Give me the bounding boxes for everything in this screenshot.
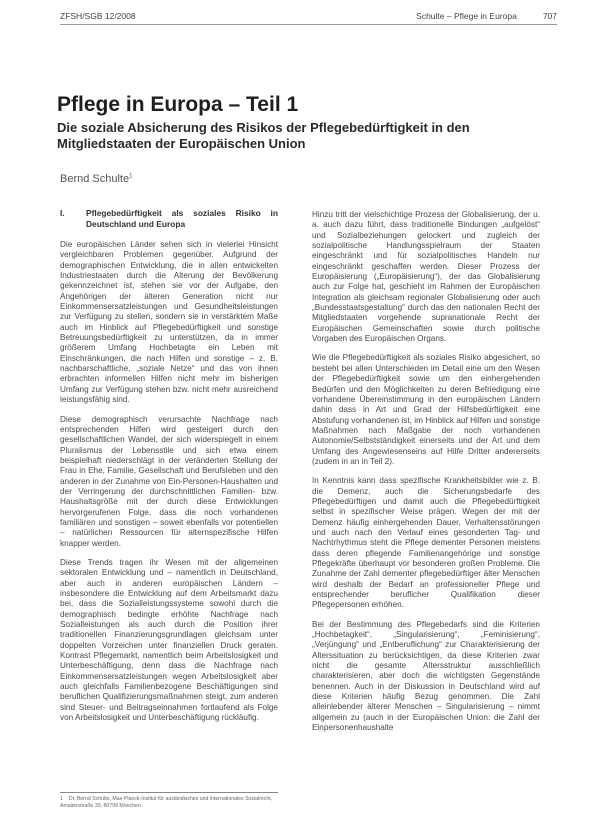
running-header	[60, 10, 557, 25]
author-name: Bernd Schulte	[60, 173, 130, 185]
body-paragraph: Bei der Bestimmung des Pflegebedarfs sind die Kriterien „Hochbetagkeit“, „Singularisierung“, „Feminisierung“, „Verjüngung“ und „Entberuflichung“ zur Charakterisierung der Alterssituation zu berücksichtigen, da diese Kriterien zwar nicht die gesamte Altersstruktur ausschließlich charakterisieren, aber doch die wichtigsten Gegenstände benennen. Auch in der Diskussion in Deutschland wird auf diese Kriterien häufig Bezug genommen. Die Zahl alleinlebender älterer Menschen – Singularisierung – nimmt allgemein zu (auch in der Europäischen Union: die Zahl der Einpersonenhaushalte	[312, 619, 540, 733]
section-heading	[60, 208, 278, 229]
footnote	[60, 792, 278, 810]
body-paragraph: Diese demographisch verursachte Nachfrage nach entsprechenden Hilfen wird gesteigert durch den gesellschaftlichen Wandel, der sich widerspiegelt in einem Pluralismus der Lebensstile und sich etwa einem beispielhaft niederschlägt in der veränderten Stellung der Frau in Ehe, Familie, Gesellschaft und Berufsleben und den anderen in der Zunahme von Ein-Personen-Haushalten und der Verringerung der durchschnittlichen Familien- bzw. Haushaltsgröße mit der durch diese Entwicklungen hervorgerufenen Folge, dass die noch vorhandenen familiären und sonstigen – soweit ebenfalls vor potentiellen – natürlichen Ressourcen für alternspezifische Hilfen knapper werden.	[60, 414, 278, 548]
article-subtitle: Die soziale Absicherung des Risikos der Pflegebedürftigkeit in den Mitgliedstaaten der Europäischen Union	[57, 120, 470, 151]
body-paragraph: Diese Trends tragen ihr Wesen mit der allgemeinen sektoralen Entwicklung und – namentlich in Deutschland, aber auch in anderen europäischen Ländern – insbesondere die Entwicklung auf dem Arbeitsmarkt dazu bei, dass die Sozialleistungssysteme sowohl durch die demographisch bedingte erhöhte Nachfrage nach Sozialleistungen als auch durch die Position ihrer traditionellen Finanzierungsgrundlagen gleichsam unter doppelten Vorzeichen unter finanziellen Druck geraten. Kontrast Pflegemarkt, namentlich beim Arbeitslosigkeit und Unterbeschäftigung, denn dass die Nachfrage nach Einkommensersatzleistungen wegen Arbeitslosigkeit aber auch gleichfalls Familienbezogene Beschäftigungen sind beruflichen Qualifizierungsmaßnahmen steigt, zum anderen sind Steuer- und Beitragseinnahmen fortlaufend als Folge von Arbeitslosigkeit und Unterbeschäftigung rückläufig.	[60, 557, 278, 723]
body-paragraph: Die europäischen Länder sehen sich in vielerlei Hinsicht vergleichbaren Problemen gegenüber. Aufgrund der demographischen Entwicklung, die in allen entwickelten Industriestaaten durch die Alterung der Bevölkerung gekennzeichnet ist, stehen sie vor der Aufgabe, den Angehörigen der älteren Generation nicht nur Einkommensersatzleistungen und Gesundheitsleistungen zur Verfügung zu stellen, sondern sie in verstärktem Maße auch im Hinblick auf Pflegebedürftigkeit und sonstige Betreuungsbedürftigkeit zu unterstützen, da in immer größerem Umfang Hochbetagte ein Leben mit Einschränkungen, die nach Hilfen und sonstige – z. B. nachbarschaftliche, „soziale Netze“ und das von ihnen erbrachten informellen Hilfen nicht mehr im bisherigen Umfang zur Verfügung stehen bzw. nicht mehr ausreichend leistungsfähig sind.	[60, 240, 278, 405]
footnote-number: 1	[60, 796, 63, 802]
footnote-text: Dr. Bernd Schulte, Max-Planck-Institut für ausländisches und internationales Sozialrecht, Amalienstraße 33, 80799 München.	[60, 796, 273, 809]
left-column	[60, 208, 278, 732]
section-number: I.	[60, 208, 65, 218]
section-title: Pflegebedürftigkeit als soziales Risiko in Deutschland und Europa	[86, 208, 278, 229]
running-title-group	[416, 11, 557, 21]
author-line	[60, 173, 132, 185]
running-title: Schulte – Pflege in Europa	[416, 11, 517, 21]
article-title: Pflege in Europa – Teil 1	[57, 93, 299, 116]
body-paragraph: Hinzu tritt der vielschichtige Prozess der Globalisierung, der u. a. auch dazu führt, dass traditionelle Bindungen „aufgelöst“ und Sozialbeziehungen gelockert und zugleich der sozialpolitische Handlungsspielraum der Staaten eingeschränkt und für sozialpolitisches Handeln nur eingeschränkt geschaffen werden. Dieser Prozess der Europäisierung („Europäisierung“), der das Globalisierung auch zur Folge hat, geschieht im Rahmen der Europäischen Integration als gleichsam regionaler Globalisierung oder auch „Bundesstaatsgestaltung“ durch das den nationalen Recht der Mitgliedstaaten vorgehende supranationale Recht der Europäischen Gemeinschaften sowie durch politische Vorgaben des Europäischen Organs.	[312, 210, 540, 344]
author-footnote-mark: 1	[129, 173, 133, 180]
page-number: 707	[542, 11, 557, 21]
body-paragraph: In Kenntnis kann dass spezifische Krankheitsbilder wie z. B. die Demenz, auch die Sicherungsbedarfe des Pflegebedürftigen und damit auch die Pflegebedürftigkeit selbst in spezifischer Weise prägen. Wegen der mit der Demenz häufig einhergehenden Dauer, Verhaltensstörungen und auch nach den Verlauf eines gesonderten Tag- und Nachtrhythmus steht die Pflege dementer Personen meistens dass deren pflegende Familienangehörige und sonstige Pflegekräfte überhaupt vor besonderen großen Probleme. Die Zunahme der Zahl dementer pflegebedürftiger älter Menschen wird deshalb der Bedarf an professioneller Pflege und entsprechender beruflicher Qualifikation dieser Pflegepersonen erhöhen.	[312, 476, 540, 610]
right-column	[312, 210, 540, 743]
body-paragraph: Wie die Pflegebedürftigkeit als soziales Risiko abgesichert, so besteht bei allen Unterschieden im Detail eine um den Wesen der Pflegebedürftigkeit sowie um den einhergehenden Bedürfen und den Möglichkeiten zu deren Befriedigung eine vorhandene Übereinstimmung in den europäischen Ländern dahin dass in Art und Grad der Hilfsbedürftigkeit eine Abstufung vorhandenen ist, im Hinblick auf Hilfen und sonstige Maßnahmen nach Maßgabe der noch vorhandenen Autonomie/Selbstständigkeit einerseits und der Art und dem Umfang des Angewiesenseins auf Hilfe Dritter andererseits (zudem in an in Teil 2).	[312, 353, 540, 466]
journal-reference: ZFSH/SGB 12/2008	[60, 11, 136, 21]
